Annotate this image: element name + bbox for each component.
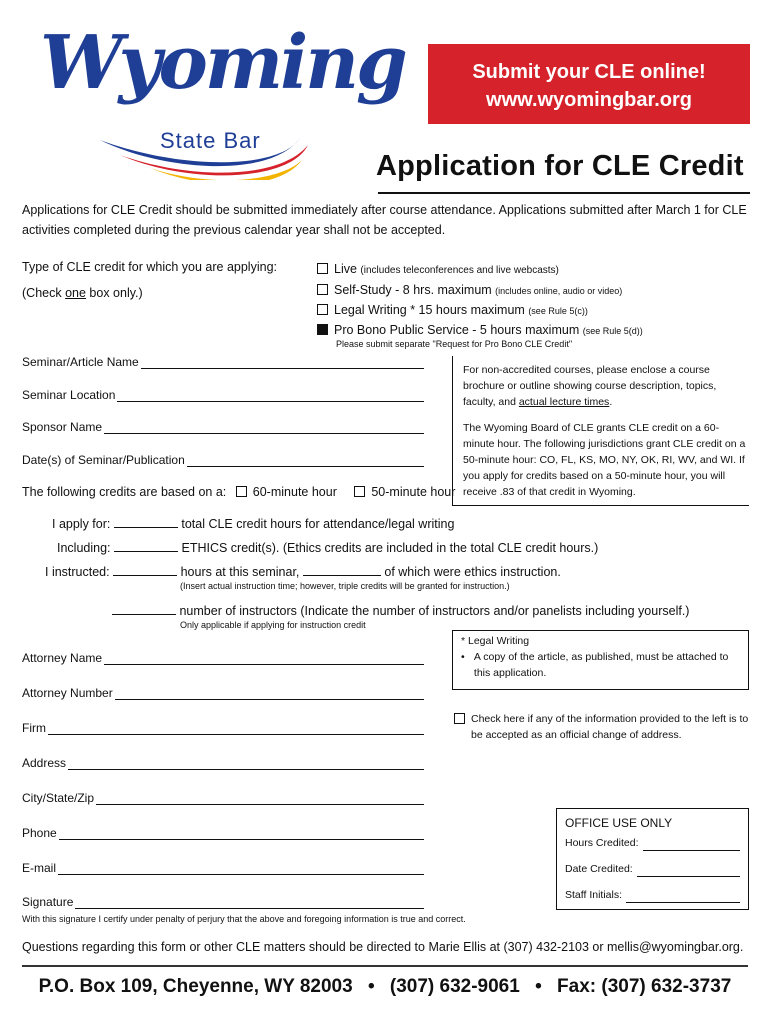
logo-wordmark: Wyoming (40, 20, 405, 106)
signature-note: With this signature I certify under penalty of perjury that the above and foregoing information is true and correct. (22, 914, 466, 924)
board-note: The Wyoming Board of CLE grants CLE credit on a 60-minute hour. The following jurisdictions grant CLE credit on a 50-minute hour: CO, FL, KS, MO, NY, OK, RI, WV, and WI. If you apply for credits based on a 50-minute hour, you will receive .83 of that credit in Wyoming. (463, 422, 746, 498)
legal-writing-box (452, 630, 749, 690)
fifty-minute-checkbox[interactable] (354, 486, 365, 497)
change-address-option[interactable]: Check here if any of the information provided to the left is to be accepted as an official change of address. (454, 711, 750, 743)
instructed-row: I instructed: hours at this seminar, of which were ethics instruction. (45, 565, 561, 579)
banner-line-1: Submit your CLE online! (472, 61, 706, 83)
phone-field[interactable]: Phone (22, 826, 424, 840)
ethics-credits-input[interactable] (114, 540, 178, 552)
self-study-checkbox[interactable] (317, 284, 328, 295)
instructors-count-input[interactable] (112, 603, 176, 615)
hours-credited-row: Hours Credited: (565, 835, 740, 851)
sixty-minute-checkbox[interactable] (236, 486, 247, 497)
attorney-name-field[interactable]: Attorney Name (22, 651, 424, 665)
title-divider (378, 192, 750, 194)
sponsor-name-field[interactable]: Sponsor Name (22, 420, 424, 434)
option-pro-bono[interactable]: Pro Bono Public Service - 5 hours maximum (see Rule 5(d)) (317, 323, 643, 337)
footer-divider (22, 965, 748, 967)
legal-writing-heading: * Legal Writing (461, 635, 530, 647)
staff-initials-row: Staff Initials: (565, 887, 740, 903)
footer-fax: Fax: (307) 632-3737 (557, 976, 732, 997)
instructed-note: (Insert actual instruction time; however, triple credits will be granted for instruction.) (180, 581, 510, 591)
office-use-heading: OFFICE USE ONLY (565, 816, 673, 830)
apply-for-row: I apply for: total CLE credit hours for attendance/legal writing (52, 517, 455, 531)
seminar-name-field[interactable]: Seminar/Article Name (22, 355, 424, 369)
address-field[interactable]: Address (22, 756, 424, 770)
office-use-box (556, 808, 749, 910)
seminar-location-field[interactable]: Seminar Location (22, 388, 424, 402)
email-field[interactable]: E-mail (22, 861, 424, 875)
pro-bono-note: Please submit separate "Request for Pro Bono CLE Credit" (336, 339, 573, 349)
logo-subtitle: State Bar (160, 128, 261, 153)
date-credited-row: Date Credited: (565, 861, 740, 877)
including-row: Including: ETHICS credit(s). (Ethics credits are included in the total CLE credit hours.) (57, 541, 599, 555)
questions-contact: Questions regarding this form or other CLE matters should be directed to Marie Ellis at (307) 432-2103 or mellis@wyomingbar.org. (22, 940, 744, 954)
seminar-dates-field[interactable]: Date(s) of Seminar/Publication (22, 453, 424, 467)
footer-separator: • (535, 976, 542, 997)
info-sidebar (452, 356, 749, 506)
attorney-number-field[interactable]: Attorney Number (22, 686, 424, 700)
option-self-study[interactable]: Self-Study - 8 hrs. maximum (includes online, audio or video) (317, 283, 622, 297)
footer-separator: • (367, 976, 375, 997)
live-checkbox[interactable] (317, 263, 328, 274)
change-address-checkbox[interactable] (454, 713, 465, 724)
banner-url[interactable]: www.wyomingbar.org (486, 89, 692, 111)
city-state-zip-field[interactable]: City/State/Zip (22, 791, 424, 805)
page-title: Application for CLE Credit (376, 150, 744, 182)
non-accredited-note: For non-accredited courses, please enclose a course brochure or outline showing course description, topics, faculty, and actual lecture times. (463, 364, 717, 408)
instructors-note: Only applicable if applying for instruction credit (180, 620, 366, 630)
signature-field[interactable]: Signature (22, 895, 424, 909)
submit-online-banner[interactable] (428, 44, 750, 124)
legal-writing-checkbox[interactable] (317, 304, 328, 315)
ethics-instruction-input[interactable] (303, 564, 381, 576)
check-one-note: (Check one box only.) (22, 286, 143, 300)
footer-contact (0, 976, 770, 998)
intro-text: Applications for CLE Credit should be submitted immediately after course attendance. Applications submitted after March 1 for CLE activities completed during the previous calendar year shall not be accepted. (22, 203, 747, 237)
total-hours-input[interactable] (114, 516, 178, 528)
wyoming-state-bar-logo (40, 20, 405, 175)
firm-field[interactable]: Firm (22, 721, 424, 735)
instructors-row: number of instructors (Indicate the number of instructors and/or panelists including yourself.) (112, 603, 689, 618)
option-legal-writing[interactable]: Legal Writing * 15 hours maximum (see Rule 5(c)) (317, 303, 588, 317)
credit-type-label: Type of CLE credit for which you are applying: (22, 260, 277, 274)
pro-bono-checkbox[interactable] (317, 324, 328, 335)
instruction-hours-input[interactable] (113, 564, 177, 576)
footer-phone: (307) 632-9061 (389, 976, 520, 997)
option-live[interactable]: Live (includes teleconferences and live webcasts) (317, 262, 559, 276)
credits-based-row: The following credits are based on a: 60-minute hour 50-minute hour (22, 485, 456, 499)
legal-writing-bullet: • A copy of the article, as published, must be attached to this application. (461, 651, 729, 679)
footer-address: P.O. Box 109, Cheyenne, WY 82003 (38, 976, 353, 997)
